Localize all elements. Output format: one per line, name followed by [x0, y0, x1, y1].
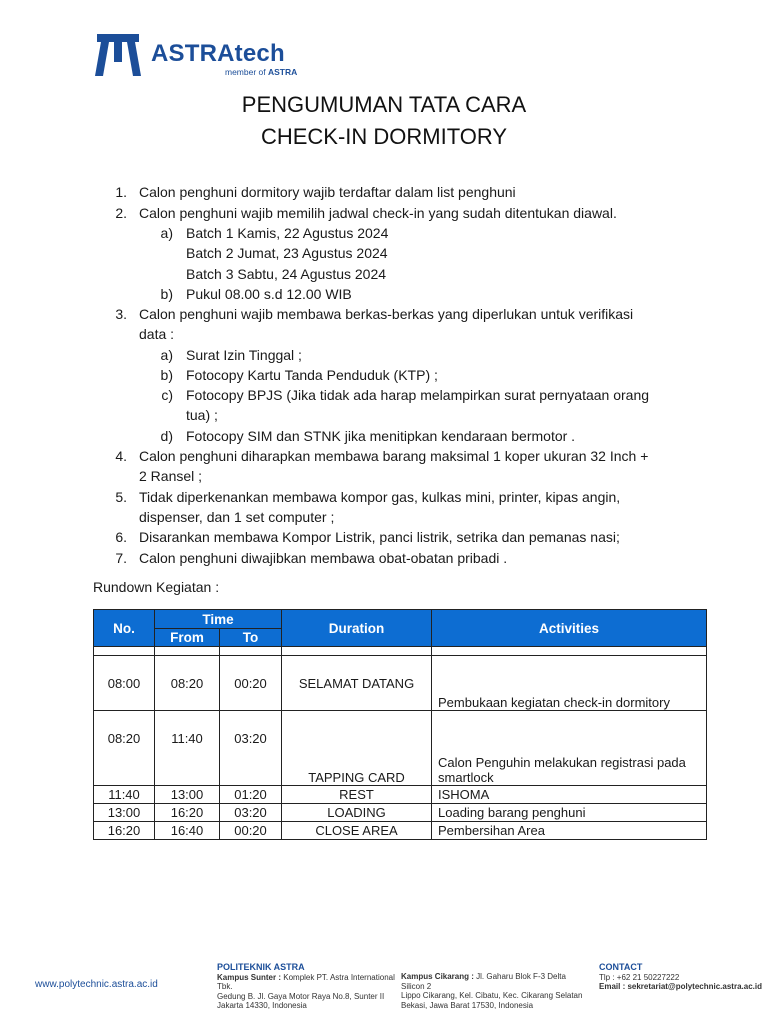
- cell-duration: LOADING: [282, 804, 432, 822]
- footer-contact-heading: CONTACT: [599, 962, 643, 972]
- rundown-table: [93, 609, 707, 840]
- footer-campus-cikarang: [401, 972, 586, 1010]
- footer-sunter-line2: Gedung B. Jl. Gaya Motor Raya No.8, Sunter II: [217, 991, 385, 1001]
- footer-sunter-line1: Komplek PT. Astra International Tbk.: [217, 972, 395, 991]
- sub-list-marker: a): [160, 225, 173, 241]
- list-number: 3.: [115, 306, 127, 322]
- page-title-line1: PENGUMUMAN TATA CARA: [241, 92, 527, 117]
- sub-list-item-continuation: tua) ;: [186, 407, 218, 423]
- footer-phone: Tlp : +62 21 50227222: [599, 972, 680, 982]
- spacer-cell: [155, 647, 220, 656]
- spacer-cell: [282, 647, 432, 656]
- table-row: [94, 656, 707, 711]
- spacer-cell: [432, 647, 707, 656]
- list-number: 2.: [115, 205, 127, 221]
- list-item: Tidak diperkenankan membawa kompor gas, kulkas mini, printer, kipas angin,: [139, 489, 621, 505]
- footer-cikarang-line3: Bekasi, Jawa Barat 17530, Indonesia: [401, 1000, 534, 1010]
- list-item-continuation: data :: [139, 326, 175, 342]
- list-item: Disarankan membawa Kompor Listrik, panci listrik, setrika dan pemanas nasi;: [139, 529, 620, 545]
- cell-to: 00:20: [220, 656, 282, 711]
- cell-duration: SELAMAT DATANG: [282, 656, 432, 711]
- list-item-continuation: dispenser, dan 1 set computer ;: [139, 509, 335, 525]
- footer-contact: [599, 963, 764, 992]
- sub-list-item: Surat Izin Tinggal ;: [186, 347, 302, 363]
- rundown-label: Rundown Kegiatan :: [93, 579, 220, 595]
- spacer-cell: [220, 647, 282, 656]
- astratech-logo-mark-icon: [95, 32, 143, 78]
- cell-no: 16:20: [94, 822, 155, 840]
- cell-no: 11:40: [94, 786, 155, 804]
- cell-activity: Calon Penguhin melakukan registrasi pada smartlock: [432, 711, 707, 786]
- list-item: Calon penghuni dormitory wajib terdaftar dalam list penghuni: [139, 184, 516, 200]
- cell-activity: Pembukaan kegiatan check-in dormitory: [432, 656, 707, 711]
- website-link[interactable]: www.polytechnic.astra.ac.id: [35, 979, 158, 990]
- sub-list-marker: b): [160, 367, 173, 383]
- sub-list-item: Fotocopy Kartu Tanda Penduduk (KTP) ;: [186, 367, 438, 383]
- cell-no: 13:00: [94, 804, 155, 822]
- sub-list-marker: b): [160, 286, 173, 302]
- cell-from: 08:20: [155, 656, 220, 711]
- cell-from: 13:00: [155, 786, 220, 804]
- footer-campus-sunter: [217, 963, 397, 1011]
- cell-duration: TAPPING CARD: [282, 711, 432, 786]
- list-number: 4.: [115, 448, 127, 464]
- sub-list-item: Batch 2 Jumat, 23 Agustus 2024: [186, 245, 388, 261]
- header-activities: Activities: [432, 610, 707, 647]
- header-no: No.: [94, 610, 155, 647]
- sub-list-item: Fotocopy BPJS (Jika tidak ada harap melampirkan surat pernyataan orang: [186, 387, 650, 403]
- logo-member-prefix: member of: [225, 67, 266, 77]
- footer-sunter-label: Kampus Sunter :: [217, 972, 282, 982]
- list-item: Calon penghuni diharapkan membawa barang maksimal 1 koper ukuran 32 Inch +: [139, 448, 649, 464]
- sub-list-marker: a): [160, 347, 173, 363]
- footer-org-name: POLITEKNIK ASTRA: [217, 962, 305, 972]
- sub-list-marker: d): [160, 428, 173, 444]
- cell-from: 11:40: [155, 711, 220, 786]
- table-row: [94, 804, 707, 822]
- table-row: [94, 822, 707, 840]
- list-number: 1.: [115, 184, 127, 200]
- footer-email[interactable]: Email : sekretariat@polytechnic.astra.ac.id: [599, 982, 762, 991]
- list-number: 6.: [115, 529, 127, 545]
- list-number: 7.: [115, 550, 127, 566]
- header-to: To: [220, 629, 282, 647]
- cell-to: 03:20: [220, 711, 282, 786]
- list-item-continuation: 2 Ransel ;: [139, 468, 203, 484]
- header-time: Time: [155, 610, 282, 629]
- header-from: From: [155, 629, 220, 647]
- logo-member-of: [225, 67, 297, 77]
- cell-from: 16:40: [155, 822, 220, 840]
- header-duration: Duration: [282, 610, 432, 647]
- cell-activity: Loading barang penghuni: [432, 804, 707, 822]
- cell-to: 03:20: [220, 804, 282, 822]
- cell-duration: CLOSE AREA: [282, 822, 432, 840]
- logo-member-brand: ASTRA: [268, 67, 298, 77]
- footer-cikarang-line2: Lippo Cikarang, Kel. Cibatu, Kec. Cikarang Selatan: [401, 991, 583, 1000]
- sub-list-item: Fotocopy SIM dan STNK jika menitipkan kendaraan bermotor .: [186, 428, 576, 444]
- cell-activity: Pembersihan Area: [432, 822, 707, 840]
- footer-cikarang-line1: Jl. Gaharu Blok F-3 Delta Silicon 2: [401, 972, 566, 991]
- cell-to: 00:20: [220, 822, 282, 840]
- list-item: Calon penghuni diwajibkan membawa obat-obatan pribadi .: [139, 550, 508, 566]
- table-row: [94, 786, 707, 804]
- astratech-logo: [95, 32, 305, 78]
- cell-to: 01:20: [220, 786, 282, 804]
- footer-cikarang-label: Kampus Cikarang :: [401, 972, 474, 981]
- cell-activity: ISHOMA: [432, 786, 707, 804]
- table-row: [94, 711, 707, 786]
- sub-list-item: Batch 1 Kamis, 22 Agustus 2024: [186, 225, 389, 241]
- logo-wordmark: ASTRAtech: [151, 40, 285, 67]
- spacer-cell: [94, 647, 155, 656]
- sub-list-item: Pukul 08.00 s.d 12.00 WIB: [186, 286, 352, 302]
- cell-from: 16:20: [155, 804, 220, 822]
- sub-list-item: Batch 3 Sabtu, 24 Agustus 2024: [186, 266, 387, 282]
- sub-list-marker: c): [161, 387, 173, 403]
- page-title-line2: CHECK-IN DORMITORY: [260, 124, 508, 149]
- list-item: Calon penghuni wajib memilih jadwal check-in yang sudah ditentukan diawal.: [139, 205, 617, 221]
- list-item: Calon penghuni wajib membawa berkas-berkas yang diperlukan untuk verifikasi: [139, 306, 634, 322]
- footer-sunter-line3: Jakarta 14330, Indonesia: [217, 1001, 307, 1010]
- cell-no: 08:00: [94, 656, 155, 711]
- cell-duration: REST: [282, 786, 432, 804]
- cell-no: 08:20: [94, 711, 155, 786]
- list-number: 5.: [115, 489, 127, 505]
